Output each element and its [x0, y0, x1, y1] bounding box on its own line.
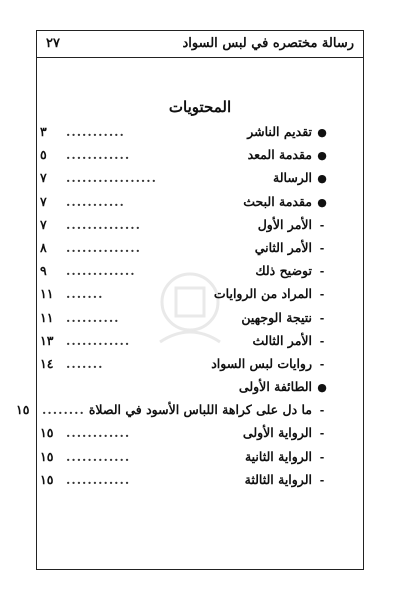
dash-icon: - — [319, 241, 325, 255]
toc-entry — [40, 445, 332, 468]
toc-page-number: ١١ — [40, 286, 54, 302]
toc-entry — [16, 398, 332, 421]
leader-dots: .............. — [66, 216, 141, 232]
toc-page-number: ١٣ — [40, 332, 54, 348]
leader-dots: ........... — [66, 124, 125, 139]
toc-label: ما دل على كراهة اللباس الأسود في الصلاة — [88, 402, 312, 418]
toc-label: روايات لبس السواد — [211, 355, 312, 371]
toc-label: المراد من الروايات — [213, 286, 312, 302]
toc-entry — [40, 190, 332, 213]
toc-page-number: ٥ — [40, 147, 47, 163]
toc-entry — [40, 468, 332, 491]
toc-entry — [40, 120, 332, 143]
toc-label: الطائفة الأولى — [238, 379, 312, 395]
toc-page-number: ١٥ — [16, 402, 30, 418]
leader-dots: ........ — [42, 402, 85, 418]
dash-icon: - — [319, 473, 325, 487]
bullet-icon: ● — [317, 126, 327, 139]
toc-entry — [40, 213, 332, 236]
running-title: رسالة مختصره في لبس السواد — [182, 36, 354, 51]
toc-page-number: ١٤ — [40, 355, 54, 371]
toc-entry — [40, 236, 332, 259]
running-header — [36, 30, 364, 58]
leader-dots: ............. — [66, 263, 136, 279]
toc-entry — [40, 143, 332, 166]
toc-page-number: ٨ — [40, 239, 47, 255]
dash-icon: - — [319, 450, 325, 464]
bullet-icon: ● — [317, 381, 327, 395]
bullet-icon: ● — [317, 195, 327, 209]
toc-entry — [40, 166, 332, 189]
leader-dots: ............ — [66, 147, 131, 163]
toc-label: الرواية الأولى — [242, 425, 312, 441]
bullet-icon: ● — [317, 149, 327, 163]
bullet-icon: ● — [317, 172, 327, 186]
toc-page-number: ١٥ — [40, 425, 54, 441]
toc-page-number: ٧ — [40, 170, 47, 186]
toc-page-number: ٧ — [40, 193, 47, 209]
toc-entry — [40, 306, 332, 329]
dash-icon: - — [319, 427, 325, 441]
leader-dots: ................. — [66, 170, 157, 186]
toc-page-number: ٩ — [40, 263, 47, 279]
toc-label: تقديم الناشر — [247, 124, 312, 139]
toc-label: الأمر الثاني — [254, 239, 312, 255]
dash-icon: - — [319, 218, 325, 232]
dash-icon: - — [319, 404, 325, 418]
toc-label: مقدمة البحث — [243, 193, 312, 209]
leader-dots: ............ — [66, 471, 131, 487]
leader-dots: ....... — [66, 286, 104, 302]
toc-label: الرسالة — [273, 170, 312, 186]
leader-dots: ............ — [66, 332, 131, 348]
dash-icon: - — [319, 265, 325, 279]
toc-entry — [40, 375, 332, 398]
toc-title: المحتويات — [168, 98, 232, 116]
dash-icon: - — [319, 311, 325, 325]
toc-label: الرواية الثانية — [244, 448, 312, 464]
toc-label: مقدمة المعد — [247, 147, 312, 163]
dash-icon: - — [319, 288, 325, 302]
dash-icon: - — [319, 334, 325, 348]
leader-dots: .......... — [66, 309, 120, 325]
table-of-contents — [16, 120, 332, 491]
toc-entry — [40, 282, 332, 305]
toc-page-number: ١٥ — [40, 448, 54, 464]
toc-label: الأمر الثالث — [252, 332, 312, 348]
leader-dots: .............. — [66, 239, 141, 255]
toc-label: الرواية الثالثة — [244, 471, 312, 487]
toc-entry — [40, 352, 332, 375]
toc-page-number: ١٥ — [40, 471, 54, 487]
toc-page-number: ١١ — [40, 309, 54, 325]
dash-icon: - — [319, 357, 325, 371]
toc-label: الأمر الأول — [257, 216, 312, 232]
toc-page-number: ٧ — [40, 216, 47, 232]
toc-label: نتيجة الوجهين — [241, 309, 312, 325]
page-number: ٢٧ — [46, 36, 60, 51]
toc-label: توضيح ذلك — [255, 263, 312, 279]
toc-entry — [40, 421, 332, 444]
leader-dots: ........... — [66, 193, 125, 209]
toc-entry — [40, 259, 332, 282]
leader-dots: ............ — [66, 448, 131, 464]
leader-dots: ....... — [66, 355, 104, 371]
toc-page-number: ٣ — [40, 124, 47, 139]
toc-entry — [40, 329, 332, 352]
leader-dots: ............ — [66, 425, 131, 441]
